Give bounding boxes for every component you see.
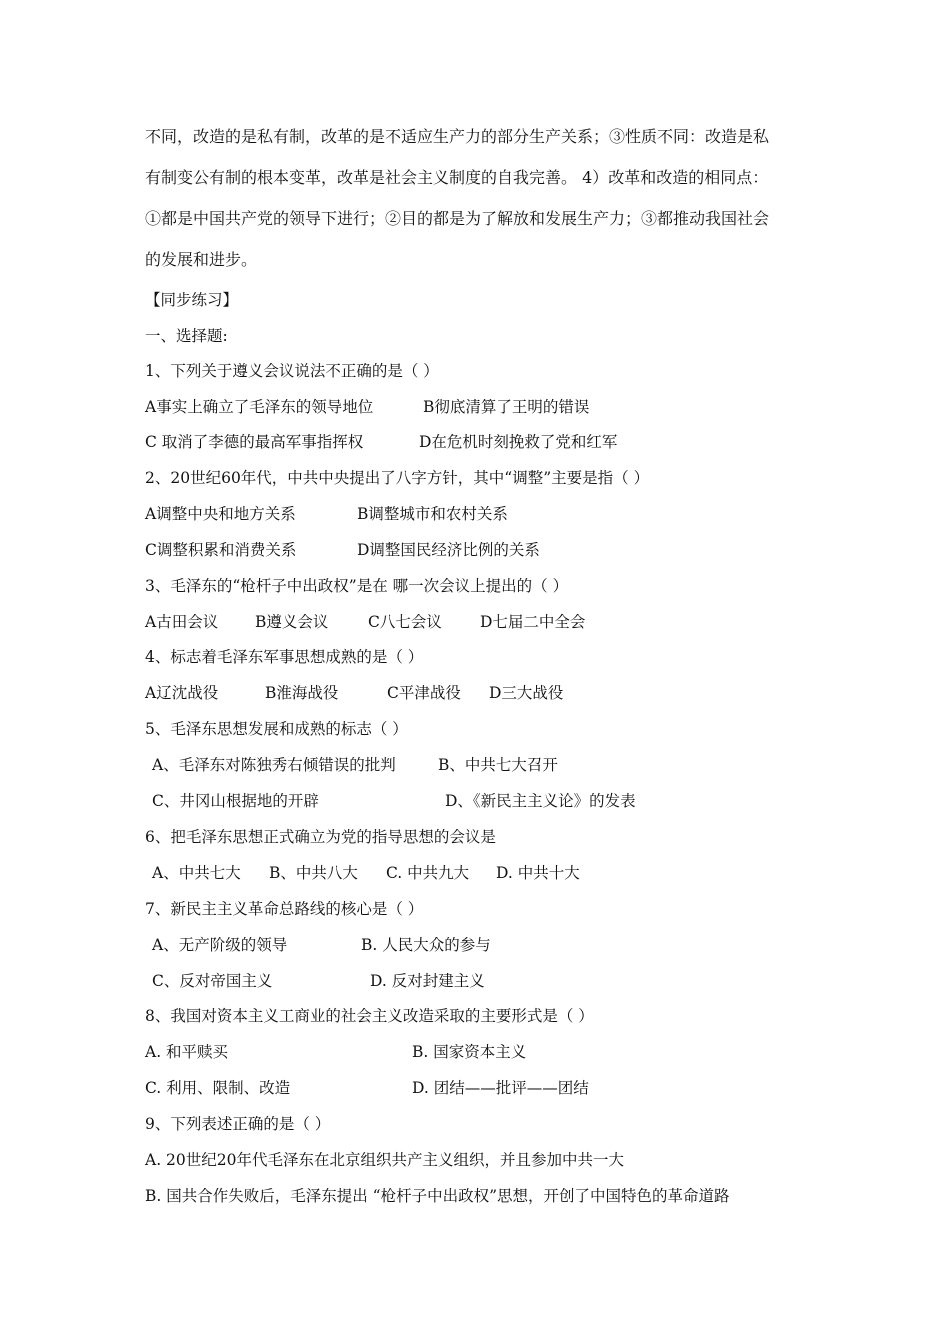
question-2-option-a: A调整中央和地方关系 — [145, 505, 296, 523]
question-4-option-d: D三大战役 — [489, 684, 564, 702]
question-6-option-b: B、中共八大 — [269, 864, 358, 882]
intro-line-2: 有制变公有制的根本变革，改革是社会主义制度的自我完善。 4）改革和改造的相同点： — [145, 168, 769, 187]
question-5-option-d: D、《新民主主义论》的发表 — [445, 792, 636, 810]
question-1-option-d: D在危机时刻挽救了党和红军 — [419, 433, 618, 451]
question-1-option-c: C 取消了李德的最高军事指挥权 — [145, 433, 364, 451]
question-4-option-c: C平津战役 — [387, 684, 461, 702]
question-6-stem: 6、把毛泽东思想正式确立为党的指导思想的会议是 — [145, 828, 496, 846]
part-title: 一、选择题: — [145, 327, 228, 345]
question-3-option-c: C八七会议 — [368, 613, 442, 631]
question-9-stem: 9、下列表述正确的是（ ） — [145, 1115, 331, 1133]
question-4-stem: 4、标志着毛泽东军事思想成熟的是（ ） — [145, 648, 424, 666]
question-2-option-b: B调整城市和农村关系 — [357, 505, 508, 523]
question-4-option-a: A辽沈战役 — [145, 684, 219, 702]
question-8-option-d: D. 团结——批评——团结 — [412, 1079, 589, 1097]
question-3-stem: 3、毛泽东的“枪杆子中出政权”是在 哪一次会议上提出的（ ） — [145, 577, 569, 595]
question-5-stem: 5、毛泽东思想发展和成熟的标志（ ） — [145, 720, 408, 738]
question-6-option-c: C. 中共九大 — [386, 864, 470, 882]
question-8-stem: 8、我国对资本主义工商业的社会主义改造采取的主要形式是（ ） — [145, 1007, 594, 1025]
question-9-option-a: A. 20世纪20年代毛泽东在北京组织共产主义组织，并且参加中共一大 — [145, 1151, 624, 1169]
question-2-option-c: C调整积累和消费关系 — [145, 541, 297, 559]
question-1-stem: 1、下列关于遵义会议说法不正确的是（ ） — [145, 362, 439, 380]
question-7-option-d: D. 反对封建主义 — [370, 972, 485, 990]
question-2-stem: 2、20世纪60年代，中共中央提出了八字方针，其中“调整”主要是指（ ） — [145, 469, 650, 487]
intro-line-3: ①都是中国共产党的领导下进行；②目的都是为了解放和发展生产力；③都推动我国社会 — [145, 209, 770, 228]
question-5-option-a: A、毛泽东对陈独秀右倾错误的批判 — [152, 756, 396, 774]
question-5-option-c: C、井冈山根据地的开辟 — [152, 792, 319, 810]
question-8-option-c: C. 利用、限制、改造 — [145, 1079, 291, 1097]
question-7-option-c: C、反对帝国主义 — [152, 972, 273, 990]
section-title: 【同步练习】 — [145, 291, 239, 309]
intro-line-4: 的发展和进步。 — [145, 250, 258, 269]
question-8-option-b: B. 国家资本主义 — [412, 1043, 527, 1061]
intro-line-1: 不同，改造的是私有制，改革的是不适应生产力的部分生产关系；③性质不同：改造是私 — [145, 127, 770, 146]
question-1-option-b: B彻底清算了王明的错误 — [423, 398, 590, 416]
question-2-option-d: D调整国民经济比例的关系 — [357, 541, 540, 559]
question-3-option-b: B遵义会议 — [255, 613, 329, 631]
question-7-stem: 7、新民主主义革命总路线的核心是（ ） — [145, 900, 424, 918]
question-7-option-a: A、无产阶级的领导 — [152, 936, 288, 954]
question-7-option-b: B. 人民大众的参与 — [361, 936, 491, 954]
question-4-option-b: B淮海战役 — [265, 684, 339, 702]
question-6-option-d: D. 中共十大 — [496, 864, 580, 882]
question-8-option-a: A. 和平赎买 — [145, 1043, 229, 1061]
question-9-option-b: B. 国共合作失败后，毛泽东提出 “枪杆子中出政权”思想，开创了中国特色的革命道路 — [145, 1187, 730, 1205]
question-1-option-a: A事实上确立了毛泽东的领导地位 — [145, 398, 374, 416]
question-6-option-a: A、中共七大 — [152, 864, 241, 882]
question-5-option-b: B、中共七大召开 — [438, 756, 558, 774]
question-3-option-d: D七届二中全会 — [480, 613, 586, 631]
question-3-option-a: A古田会议 — [145, 613, 219, 631]
